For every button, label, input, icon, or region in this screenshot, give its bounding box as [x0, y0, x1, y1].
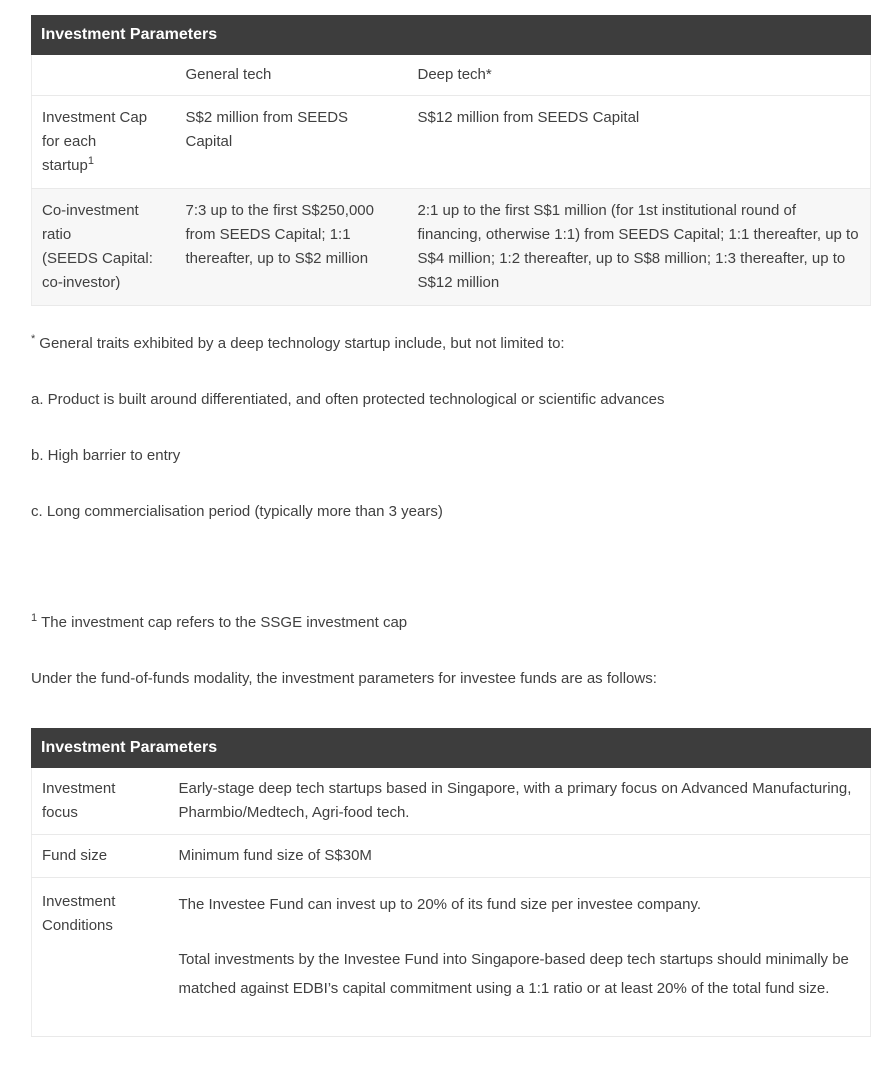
table1-title-bar	[31, 15, 871, 55]
table2-title: Investment Parameters	[41, 739, 218, 756]
table-row	[32, 835, 871, 878]
footnote-marker-1: 1	[31, 612, 38, 624]
footnote-marker-1: 1	[87, 155, 94, 167]
deep-tech-footnote-intro: * General traits exhibited by a deep technology startup include, but not limited to:	[31, 333, 565, 352]
cell-general-tech-ratio: 7:3 up to the first S$250,000 from SEEDS Capital; 1:1 thereafter, up to S$2 million	[176, 189, 408, 306]
cell-fund-size: Minimum fund size of S$30M	[169, 835, 871, 878]
investment-parameters-table-1	[31, 55, 871, 306]
table1-colhead-general-tech: General tech	[176, 55, 408, 96]
table-row	[32, 878, 871, 1037]
cell-deep-tech-ratio: 2:1 up to the first S$1 million (for 1st institutional round of financing, otherwise 1:1) from SEEDS Capital; 1:1 thereafter, up to S$4 million; 1:2 thereafter, up to S$8 million; 1:3 thereafter, up to S$12 million	[408, 189, 871, 306]
vertical-spacer	[31, 556, 871, 611]
asterisk-marker: *	[31, 333, 36, 345]
cell-deep-tech-cap: S$12 million from SEEDS Capital	[408, 96, 871, 189]
row-label-co-investment-ratio: Co-investment ratio (SEEDS Capital: co-investor)	[32, 189, 176, 306]
deep-tech-trait-b: b. High barrier to entry	[31, 447, 181, 464]
row-label-fund-size: Fund size	[32, 835, 169, 878]
table2-section	[31, 728, 871, 1037]
investment-parameters-table-2	[31, 768, 871, 1037]
notes-section	[31, 332, 871, 690]
table-row	[32, 768, 871, 835]
fund-of-funds-intro: Under the fund-of-funds modality, the investment parameters for investee funds are as follows:	[31, 670, 657, 687]
table1-colhead-deep-tech: Deep tech*	[408, 55, 871, 96]
investment-cap-footnote: $^1$ The investment cap refers to the SSGE investment cap	[31, 612, 408, 631]
row-label-investment-cap: Investment Cap for each startup$^1$	[32, 96, 176, 189]
deep-tech-trait-c: c. Long commercialisation period (typically more than 3 years)	[31, 503, 443, 520]
row-label-investment-conditions: Investment Conditions	[32, 878, 169, 1037]
table-row	[32, 96, 871, 189]
table-row	[32, 189, 871, 306]
deep-tech-trait-a: a. Product is built around differentiated, and often protected technological or scientific advances	[31, 391, 665, 408]
cell-investment-focus: Early-stage deep tech startups based in Singapore, with a primary focus on Advanced Manufacturing, Pharmbio/Medtech, Agri-food tech.	[178, 780, 852, 821]
table2-title-bar	[31, 728, 871, 768]
table1-section	[31, 15, 871, 306]
table1-title: Investment Parameters	[41, 26, 218, 43]
cell-investment-conditions: The Investee Fund can invest up to 20% of its fund size per investee company. Total investments by the Investee Fund into Singapore-based deep tech startups should minimally be matched against EDBI’s capital commitment using a 1:1 ratio or at least 20% of the total fund size.	[169, 878, 871, 1037]
table1-column-header-row	[32, 55, 871, 96]
row-label-investment-focus: Investment focus	[42, 780, 116, 821]
cell-general-tech-cap: S$2 million from SEEDS Capital	[176, 96, 408, 189]
table1-colhead-empty	[32, 55, 176, 96]
